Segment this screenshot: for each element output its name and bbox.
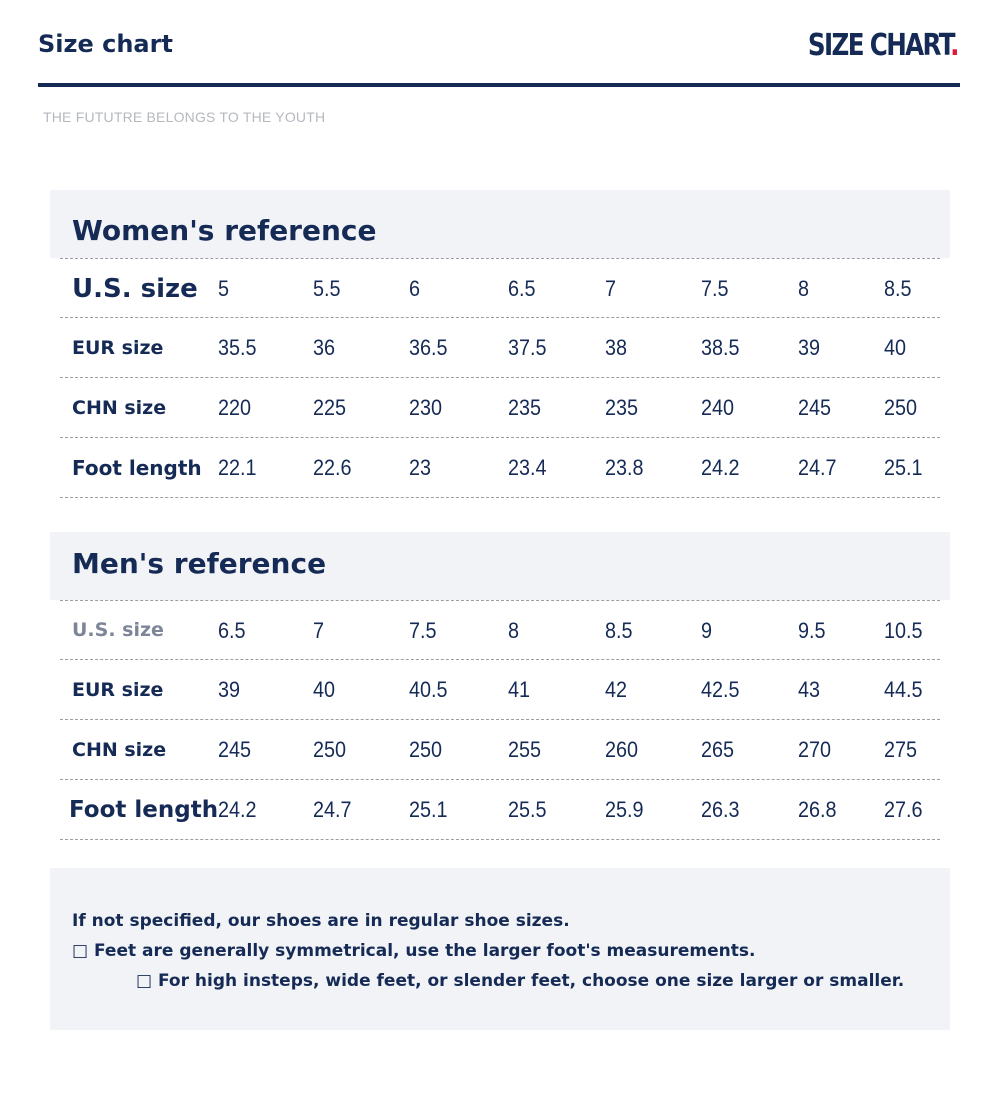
- table-cell: 37.5: [508, 335, 547, 360]
- table-cell: 24.7: [313, 797, 352, 822]
- table-row: [60, 720, 940, 780]
- table-cell: 6.5: [218, 618, 246, 643]
- brand-logo-text: SIZE CHART: [808, 28, 951, 63]
- table-cell: 8.5: [605, 618, 633, 643]
- row-label: U.S. size: [72, 274, 198, 304]
- table-cell: 36.5: [409, 335, 448, 360]
- table-cell: 235: [508, 395, 542, 420]
- table-row: [60, 378, 940, 438]
- table-row: [60, 438, 940, 498]
- table-cell: 240: [701, 395, 735, 420]
- note-text: Feet are generally symmetrical, use the larger foot's measurements.: [93, 941, 756, 961]
- table-cell: 5: [218, 276, 230, 301]
- table-cell: 26.3: [701, 797, 740, 822]
- table-cell: 250: [313, 737, 347, 762]
- row-label: Foot length: [69, 797, 219, 823]
- table-cell: 40: [884, 335, 907, 360]
- table-cell: 8: [798, 276, 810, 301]
- table-cell: 43: [798, 677, 821, 702]
- table-cell: 27.6: [884, 797, 923, 822]
- table-cell: 25.9: [605, 797, 644, 822]
- table-cell: 7.5: [409, 618, 437, 643]
- table-cell: 230: [409, 395, 443, 420]
- table-cell: 9: [701, 618, 713, 643]
- table-cell: 25.1: [884, 455, 923, 480]
- notes-panel: [50, 868, 950, 1030]
- table-cell: 22.1: [218, 455, 257, 480]
- note-item: [72, 941, 755, 961]
- table-cell: 245: [218, 737, 252, 762]
- table-cell: 9.5: [798, 618, 826, 643]
- table-cell: 24.2: [701, 455, 740, 480]
- table-cell: 38: [605, 335, 628, 360]
- table-cell: 220: [218, 395, 252, 420]
- table-cell: 6.5: [508, 276, 536, 301]
- table-cell: 40.5: [409, 677, 448, 702]
- table-cell: 42.5: [701, 677, 740, 702]
- table-cell: 25.5: [508, 797, 547, 822]
- tagline: THE FUTUTRE BELONGS TO THE YOUTH: [43, 109, 326, 125]
- table-cell: 255: [508, 737, 542, 762]
- header-divider: [38, 83, 960, 87]
- table-cell: 35.5: [218, 335, 257, 360]
- note-bullet-icon: □: [136, 971, 153, 991]
- table-row: [60, 660, 940, 720]
- table-cell: 26.8: [798, 797, 837, 822]
- row-label: EUR size: [72, 337, 164, 359]
- table-cell: 250: [884, 395, 918, 420]
- note-text: For high insteps, wide feet, or slender feet, choose one size larger or smaller.: [157, 971, 905, 991]
- table-cell: 44.5: [884, 677, 923, 702]
- note-text: If not specified, our shoes are in regular shoe sizes.: [72, 911, 570, 931]
- table-cell: 8: [508, 618, 520, 643]
- table-cell: 225: [313, 395, 347, 420]
- row-label: U.S. size: [72, 619, 164, 641]
- row-label: EUR size: [72, 679, 164, 701]
- note-bullet-icon: □: [72, 941, 89, 961]
- table-row: [60, 600, 940, 660]
- table-row: [60, 780, 940, 840]
- brand-logo-dot: .: [950, 28, 958, 63]
- table-cell: 40: [313, 677, 336, 702]
- row-label: Foot length: [72, 456, 202, 480]
- row-label: CHN size: [72, 739, 167, 761]
- table-row: [60, 258, 940, 318]
- table-cell: 7: [313, 618, 325, 643]
- table-cell: 42: [605, 677, 628, 702]
- table-cell: 6: [409, 276, 421, 301]
- women-section-header: [50, 190, 950, 258]
- table-cell: 5.5: [313, 276, 341, 301]
- page-title: Size chart: [38, 30, 173, 58]
- table-cell: 23.8: [605, 455, 644, 480]
- table-cell: 250: [409, 737, 443, 762]
- table-cell: 10.5: [884, 618, 923, 643]
- women-section-title: Women's reference: [72, 214, 377, 247]
- table-cell: 265: [701, 737, 735, 762]
- table-cell: 7.5: [701, 276, 729, 301]
- table-cell: 8.5: [884, 276, 912, 301]
- table-cell: 38.5: [701, 335, 740, 360]
- table-cell: 23: [409, 455, 432, 480]
- table-cell: 270: [798, 737, 832, 762]
- table-cell: 25.1: [409, 797, 448, 822]
- table-cell: 41: [508, 677, 531, 702]
- table-cell: 24.2: [218, 797, 257, 822]
- table-row: [60, 318, 940, 378]
- table-cell: 235: [605, 395, 639, 420]
- table-cell: 260: [605, 737, 639, 762]
- table-cell: 275: [884, 737, 918, 762]
- table-cell: 7: [605, 276, 617, 301]
- men-section-header: [50, 532, 950, 600]
- table-cell: 24.7: [798, 455, 837, 480]
- table-cell: 23.4: [508, 455, 547, 480]
- table-cell: 36: [313, 335, 336, 360]
- brand-logo: [808, 28, 958, 63]
- table-cell: 245: [798, 395, 832, 420]
- men-section-title: Men's reference: [72, 547, 327, 580]
- row-label: CHN size: [72, 397, 167, 419]
- table-cell: 39: [798, 335, 821, 360]
- table-cell: 39: [218, 677, 241, 702]
- table-cell: 22.6: [313, 455, 352, 480]
- note-item: [136, 971, 904, 991]
